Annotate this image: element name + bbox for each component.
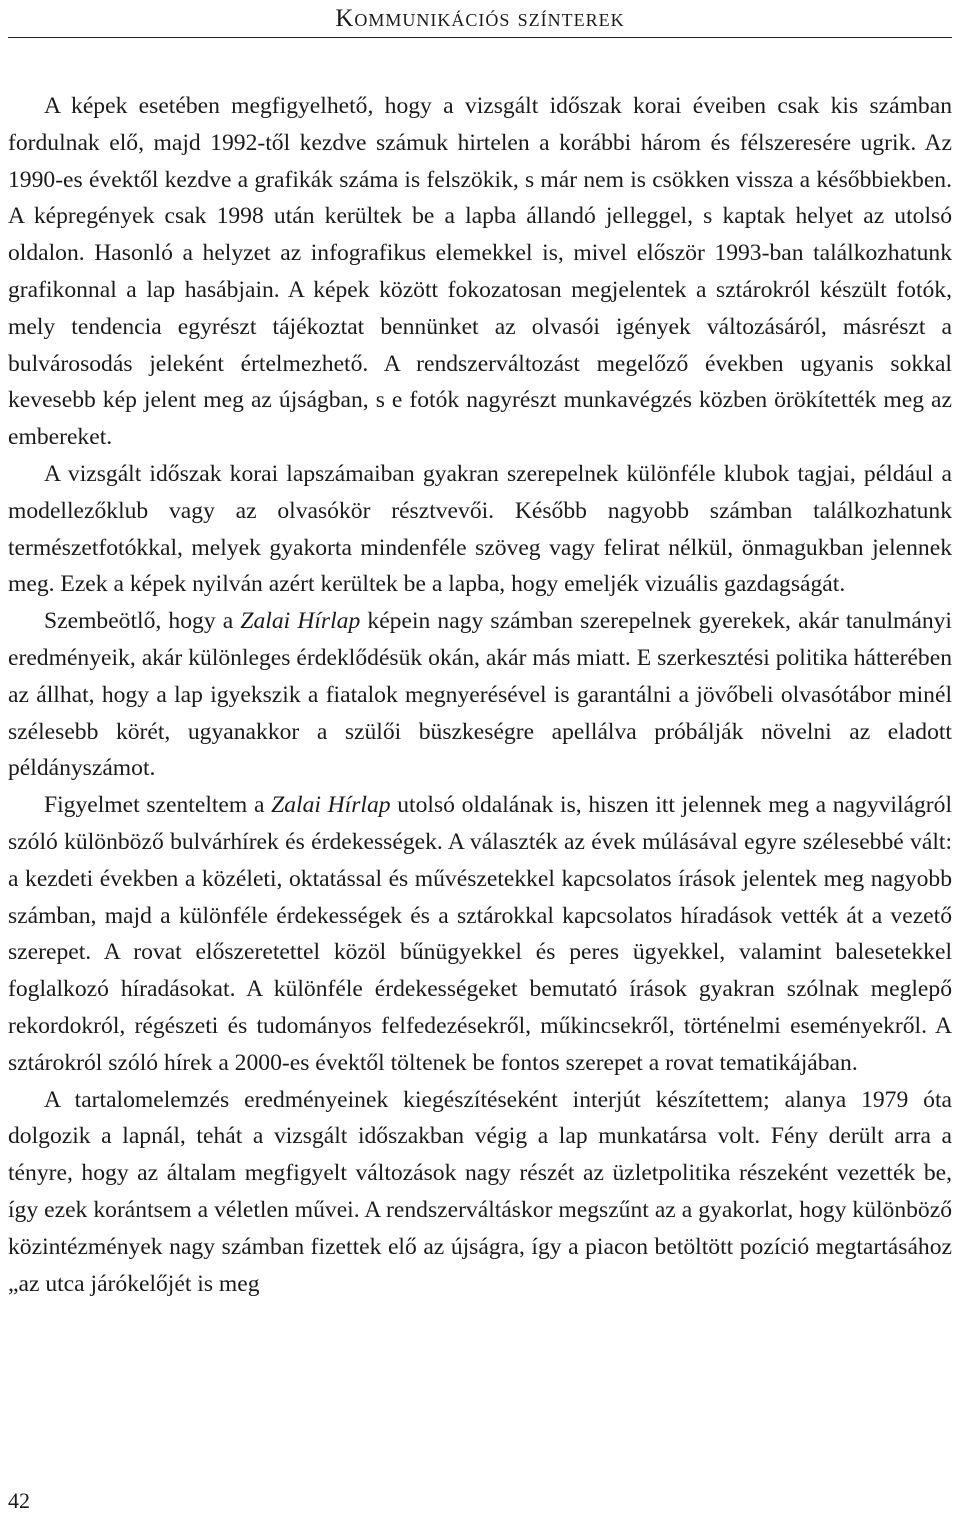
paragraph-2 (8, 456, 952, 603)
running-title: Kommunikációs színterek (335, 5, 625, 32)
text-run: A vizsgált időszak korai lapszámaiban gyakran szerepelnek különféle klubok tagjai, például a modellezőklub vagy az olvasókör résztvevői. Később nagyobb számban találkozhatunk természetfotókkal, melyek gyakorta mindenféle szöveg vagy felirat nélkül, önmagukban jelennek meg. Ezek a képek nyilván azért kerültek be a lapba, hogy emeljék vizuális gazdagságát. (8, 460, 952, 598)
paragraph-3 (8, 603, 952, 787)
newspaper-title: Zalai Hírlap (271, 792, 391, 819)
text-run: A képek esetében megfigyelhető, hogy a vizsgált időszak korai éveiben csak kis számban fordulnak elő, majd 1992-től kezdve számuk hirtelen a korábbi három és félszeresére ugrik. Az 1990-es évektől kezdve a grafikák száma is felszökik, s már nem is csökken vissza a későbbiekben. A képregények csak 1998 után kerültek be a lapba állandó jelleggel, s kaptak helyet az utolsó oldalon. Hasonló a helyzet az infografikus elemekkel is, mivel először 1993-ban találkozhatunk grafikonnal a lap hasábjain. A képek között fokozatosan megjelentek a sztárokról készült fotók, mely tendencia egyrészt tájékoztat bennünket az olvasói igények változásáról, másrészt a bulvárosodás jeleként értelmezhető. A rendszerváltozást megelőző években ugyanis sokkal kevesebb kép jelent meg az újságban, s e fotók nagyrészt munkavégzés közben örökítették meg az embereket. (8, 93, 952, 451)
newspaper-title: Zalai Hírlap (240, 608, 361, 635)
text-run: Figyelmet szenteltem a (44, 792, 272, 819)
text-run: képein nagy számban szerepelnek gyerekek, akár tanulmányi eredményeik, akár különleges érdeklődésük okán, akár más miatt. E szerkesztési politika hátterében az állhat, hogy a lap igyekszik a fiatalok megnyerésével is garantálni a jövőbeli olvasótábor minél szélesebb körét, ugyanakkor a szülői büszkeségre apellálva próbálják növelni az eladott példányszámot. (8, 608, 952, 782)
text-run: Szembeötlő, hogy a (44, 608, 241, 635)
page-number: 42 (8, 1488, 30, 1513)
paragraph-1 (8, 88, 952, 456)
text-run: utolsó oldalának is, hiszen itt jelennek meg a nagyvilágról szóló különböző bulvárhírek és érdekességek. A választék az évek múlásával egyre szélesebbé vált: a kezdeti években a közéleti, oktatással és művészetekkel kapcsolatos írások jelentek meg nagyobb számban, majd a különféle érdekességek és a sztárokkal kapcsolatos híradások vették át a vezető szerepet. A rovat előszeretettel közöl bűnügyekkel és peres ügyekkel, valamint balesetekkel foglalkozó híradásokat. A különféle érdekességeket bemutató írások gyakran szólnak meglepő rekordokról, régészeti és tudományos felfedezésekről, műkincsekről, történelmi eseményekről. A sztárokról szóló hírek a 2000-es évektől töltenek be fontos szerepet a rovat tematikájában. (8, 792, 952, 1076)
header-rule (8, 37, 952, 38)
body-text (8, 88, 952, 1302)
text-run: A tartalomelemzés eredményeinek kiegészítéseként interjút készítettem; alanya 1979 óta dolgozik a lapnál, tehát a vizsgált időszakban végig a lap munkatársa volt. Fény derült arra a tényre, hogy az általam megfigyelt változások nagy részét az üzletpolitika részeként vezették be, így ezek korántsem a véletlen művei. A rendszerváltáskor megszűnt az a gyakorlat, hogy különböző közintézmények nagy számban fizettek elő az újságra, így a piacon betöltött pozíció megtartásához „az utca járókelőjét is meg (8, 1086, 952, 1297)
paragraph-5 (8, 1082, 952, 1303)
paragraph-4 (8, 787, 952, 1081)
